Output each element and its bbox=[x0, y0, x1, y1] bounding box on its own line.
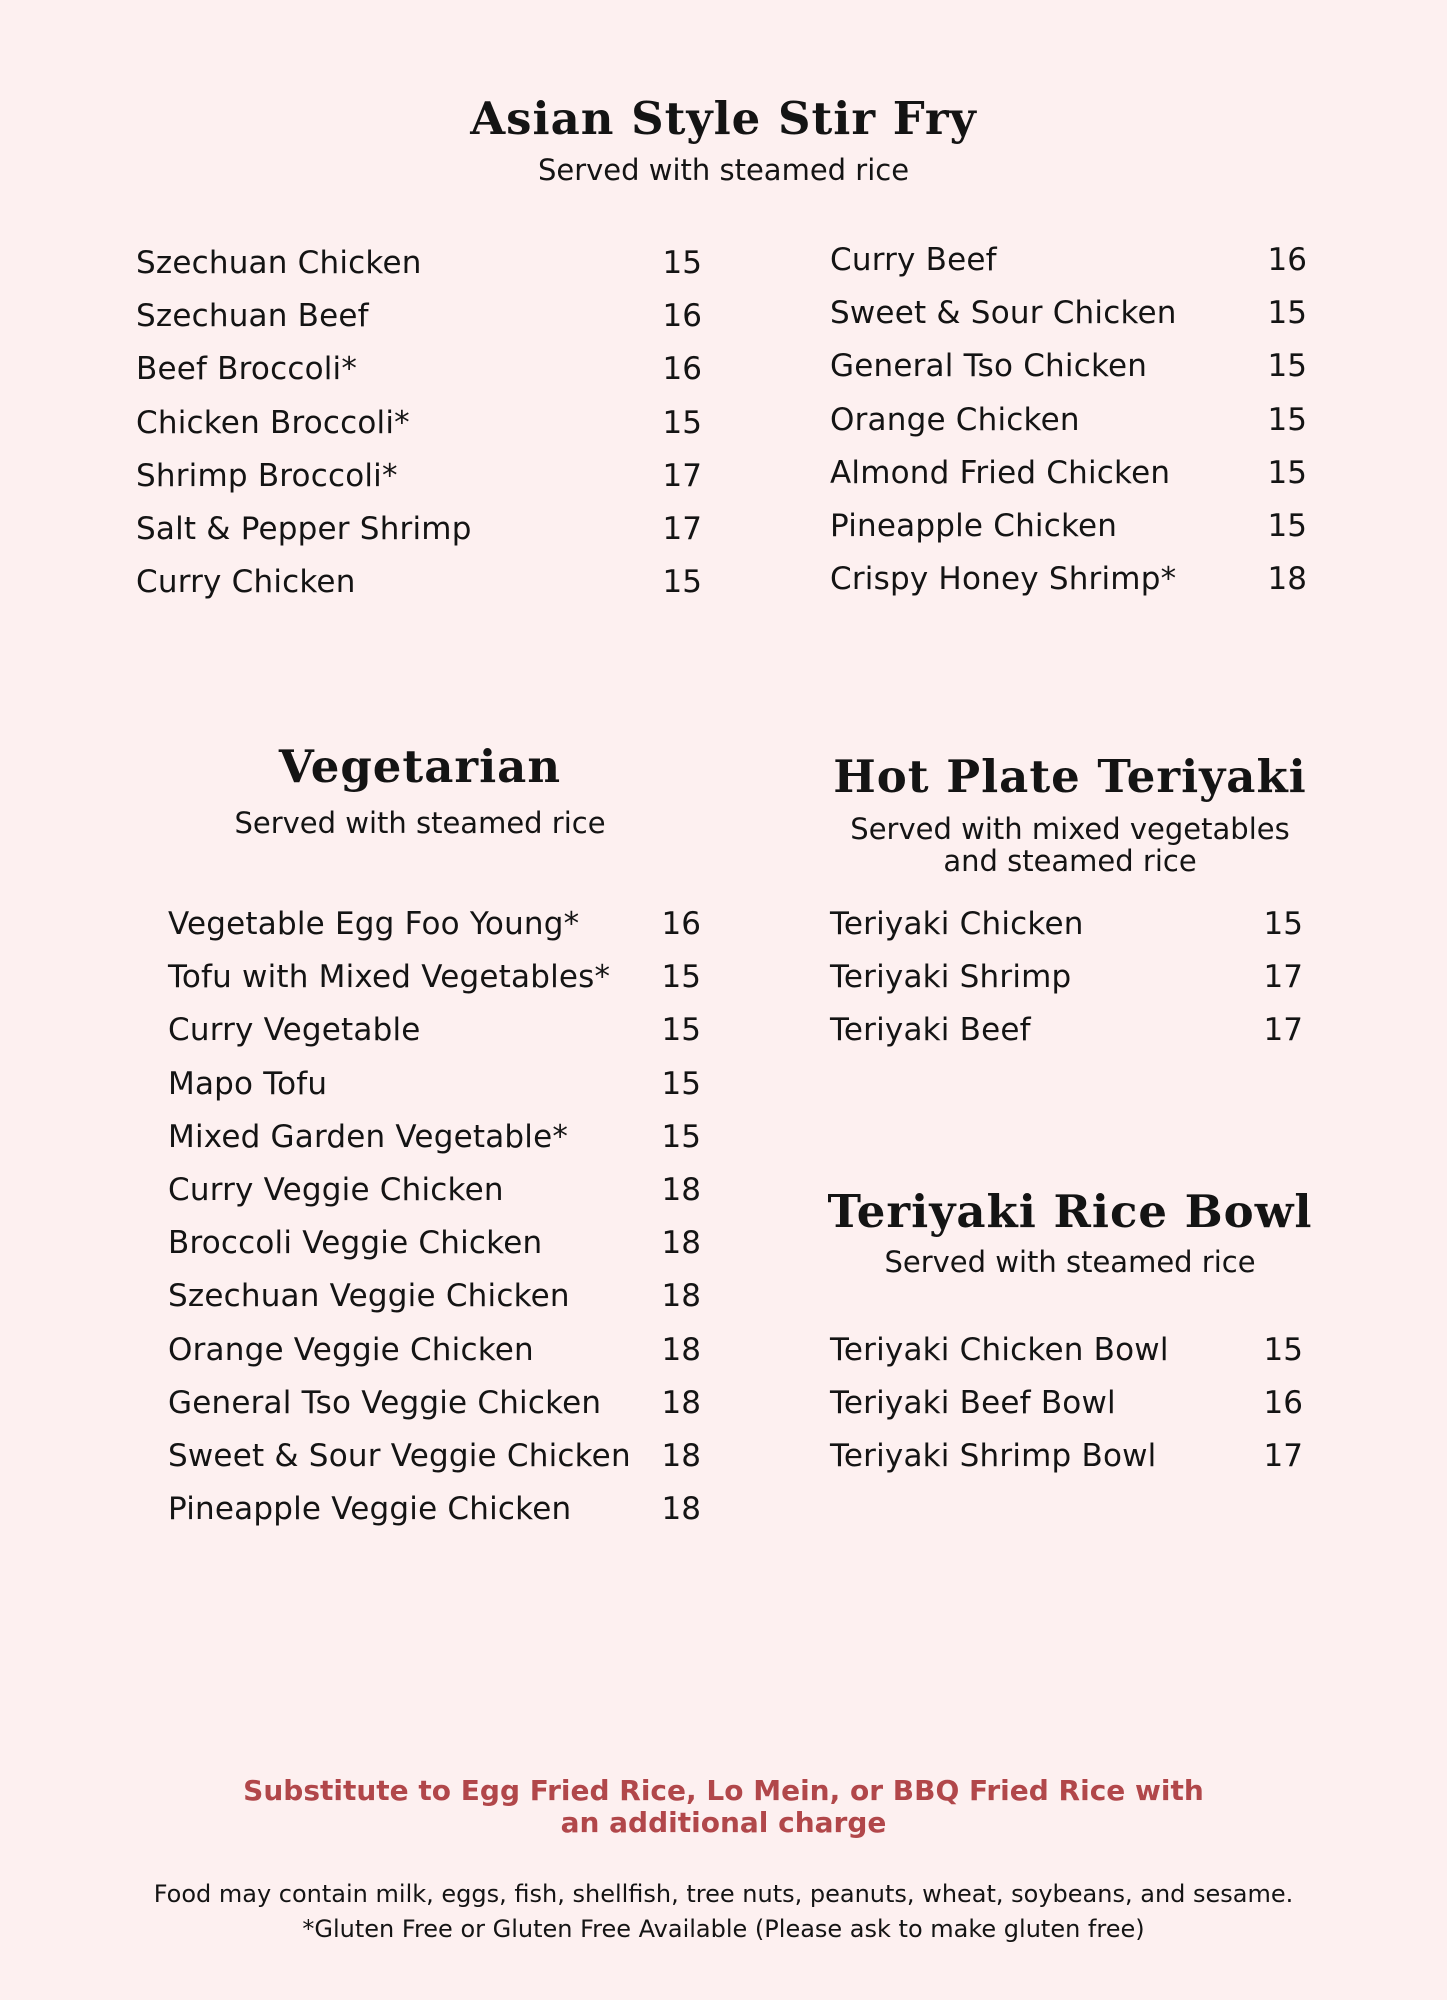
menu-item-name: Szechuan Beef bbox=[136, 298, 369, 335]
section-subtitle-hot-plate-1: Served with mixed vegetables bbox=[850, 812, 1290, 846]
menu-item-name: General Tso Veggie Chicken bbox=[168, 1384, 602, 1421]
section-subtitle-stir-fry: Served with steamed rice bbox=[537, 153, 910, 187]
menu-item-name: Curry Veggie Chicken bbox=[168, 1172, 504, 1208]
menu-item-price: 16 bbox=[661, 906, 701, 942]
menu-item-name: Shrimp Broccoli* bbox=[136, 457, 398, 494]
menu-item-price: 18 bbox=[661, 1278, 701, 1315]
menu-item-price: 15 bbox=[1263, 1332, 1303, 1368]
menu-item-name: Beef Broccoli* bbox=[136, 351, 358, 388]
menu-item-price: 15 bbox=[1267, 508, 1307, 544]
menu-item-price: 15 bbox=[661, 1065, 701, 1102]
menu-item-name: Sweet & Sour Veggie Chicken bbox=[168, 1438, 631, 1474]
menu-item-name: Teriyaki Beef bbox=[830, 1012, 1031, 1049]
menu-item-name: Curry Vegetable bbox=[168, 1012, 421, 1049]
menu-item-price: 18 bbox=[661, 1331, 701, 1368]
substitute-note-line1: Substitute to Egg Fried Rice, Lo Mein, or BBQ Fried Rice with bbox=[243, 1774, 1204, 1807]
menu-item-price: 17 bbox=[662, 457, 702, 494]
menu-item-name: Crispy Honey Shrimp* bbox=[830, 561, 1177, 598]
menu-item-price: 18 bbox=[661, 1491, 701, 1528]
section-title-stir-fry: Asian Style Stir Fry bbox=[470, 92, 977, 145]
menu-item-price: 15 bbox=[661, 1012, 701, 1049]
menu-item-name: Teriyaki Beef Bowl bbox=[830, 1385, 1116, 1422]
menu-item-name: Teriyaki Chicken bbox=[830, 906, 1084, 942]
section-subtitle-vegetarian: Served with steamed rice bbox=[234, 806, 606, 840]
substitute-note-line2: an additional charge bbox=[560, 1806, 887, 1839]
menu-item-price: 18 bbox=[661, 1384, 701, 1421]
menu-item-name: Szechuan Veggie Chicken bbox=[168, 1278, 570, 1315]
section-title-hot-plate: Hot Plate Teriyaki bbox=[833, 750, 1307, 803]
menu-item-price: 16 bbox=[662, 298, 702, 335]
menu-item-name: Orange Veggie Chicken bbox=[168, 1331, 534, 1368]
menu-item-price: 18 bbox=[661, 1225, 701, 1262]
menu-item-price: 15 bbox=[661, 1118, 701, 1155]
menu-item-name: Mixed Garden Vegetable* bbox=[168, 1118, 569, 1155]
section-title-rice-bowl: Teriyaki Rice Bowl bbox=[827, 1185, 1313, 1238]
section-title-vegetarian: Vegetarian bbox=[278, 740, 562, 793]
menu-item-name: Salt & Pepper Shrimp bbox=[136, 511, 472, 547]
menu-item-name: Teriyaki Shrimp Bowl bbox=[830, 1438, 1157, 1475]
menu-item-name: Curry Chicken bbox=[136, 564, 356, 601]
menu-item-price: 16 bbox=[1263, 1385, 1303, 1422]
allergen-note-line2: *Gluten Free or Gluten Free Available (Please ask to make gluten free) bbox=[302, 1915, 1145, 1943]
menu-item-price: 15 bbox=[662, 404, 702, 441]
menu-item-name: Almond Fried Chicken bbox=[830, 454, 1171, 491]
section-subtitle-rice-bowl: Served with steamed rice bbox=[884, 1245, 1256, 1279]
menu-item-price: 15 bbox=[662, 564, 702, 601]
menu-item-name: Curry Beef bbox=[830, 242, 997, 278]
menu-item-name: Pineapple Chicken bbox=[830, 508, 1118, 544]
menu-item-price: 18 bbox=[661, 1172, 701, 1208]
menu-item-price: 18 bbox=[1267, 561, 1307, 598]
menu-item-price: 16 bbox=[1267, 242, 1307, 278]
menu-item-price: 15 bbox=[1267, 295, 1307, 332]
menu-item-name: Sweet & Sour Chicken bbox=[830, 295, 1177, 332]
menu-item-price: 17 bbox=[1263, 1012, 1303, 1049]
menu-item-price: 15 bbox=[1267, 401, 1307, 438]
menu-item-price: 17 bbox=[662, 511, 702, 547]
menu-item-name: Teriyaki Chicken Bowl bbox=[830, 1332, 1169, 1368]
menu-item-price: 16 bbox=[662, 351, 702, 388]
allergen-note-line1: Food may contain milk, eggs, fish, shellfish, tree nuts, peanuts, wheat, soybeans, and sesame. bbox=[153, 1880, 1294, 1908]
section-subtitle-hot-plate-2: and steamed rice bbox=[943, 844, 1197, 878]
menu-item-name: Vegetable Egg Foo Young* bbox=[168, 906, 580, 942]
menu-item-name: General Tso Chicken bbox=[830, 348, 1148, 385]
menu-item-price: 17 bbox=[1263, 959, 1303, 996]
menu-item-name: Orange Chicken bbox=[830, 401, 1080, 438]
menu-item-price: 17 bbox=[1263, 1438, 1303, 1475]
menu-item-price: 15 bbox=[1267, 348, 1307, 385]
menu-item-price: 15 bbox=[1267, 454, 1307, 491]
menu-item-price: 15 bbox=[662, 245, 702, 281]
menu-item-price: 15 bbox=[1263, 906, 1303, 942]
menu-item-name: Tofu with Mixed Vegetables* bbox=[168, 959, 611, 996]
menu-item-name: Pineapple Veggie Chicken bbox=[168, 1491, 572, 1528]
menu-item-name: Szechuan Chicken bbox=[136, 245, 422, 281]
menu-item-name: Mapo Tofu bbox=[168, 1065, 328, 1102]
menu-item-name: Broccoli Veggie Chicken bbox=[168, 1225, 543, 1262]
menu-item-name: Teriyaki Shrimp bbox=[830, 959, 1072, 996]
menu-item-price: 15 bbox=[661, 959, 701, 996]
menu-item-name: Chicken Broccoli* bbox=[136, 404, 410, 441]
menu-item-price: 18 bbox=[661, 1438, 701, 1474]
